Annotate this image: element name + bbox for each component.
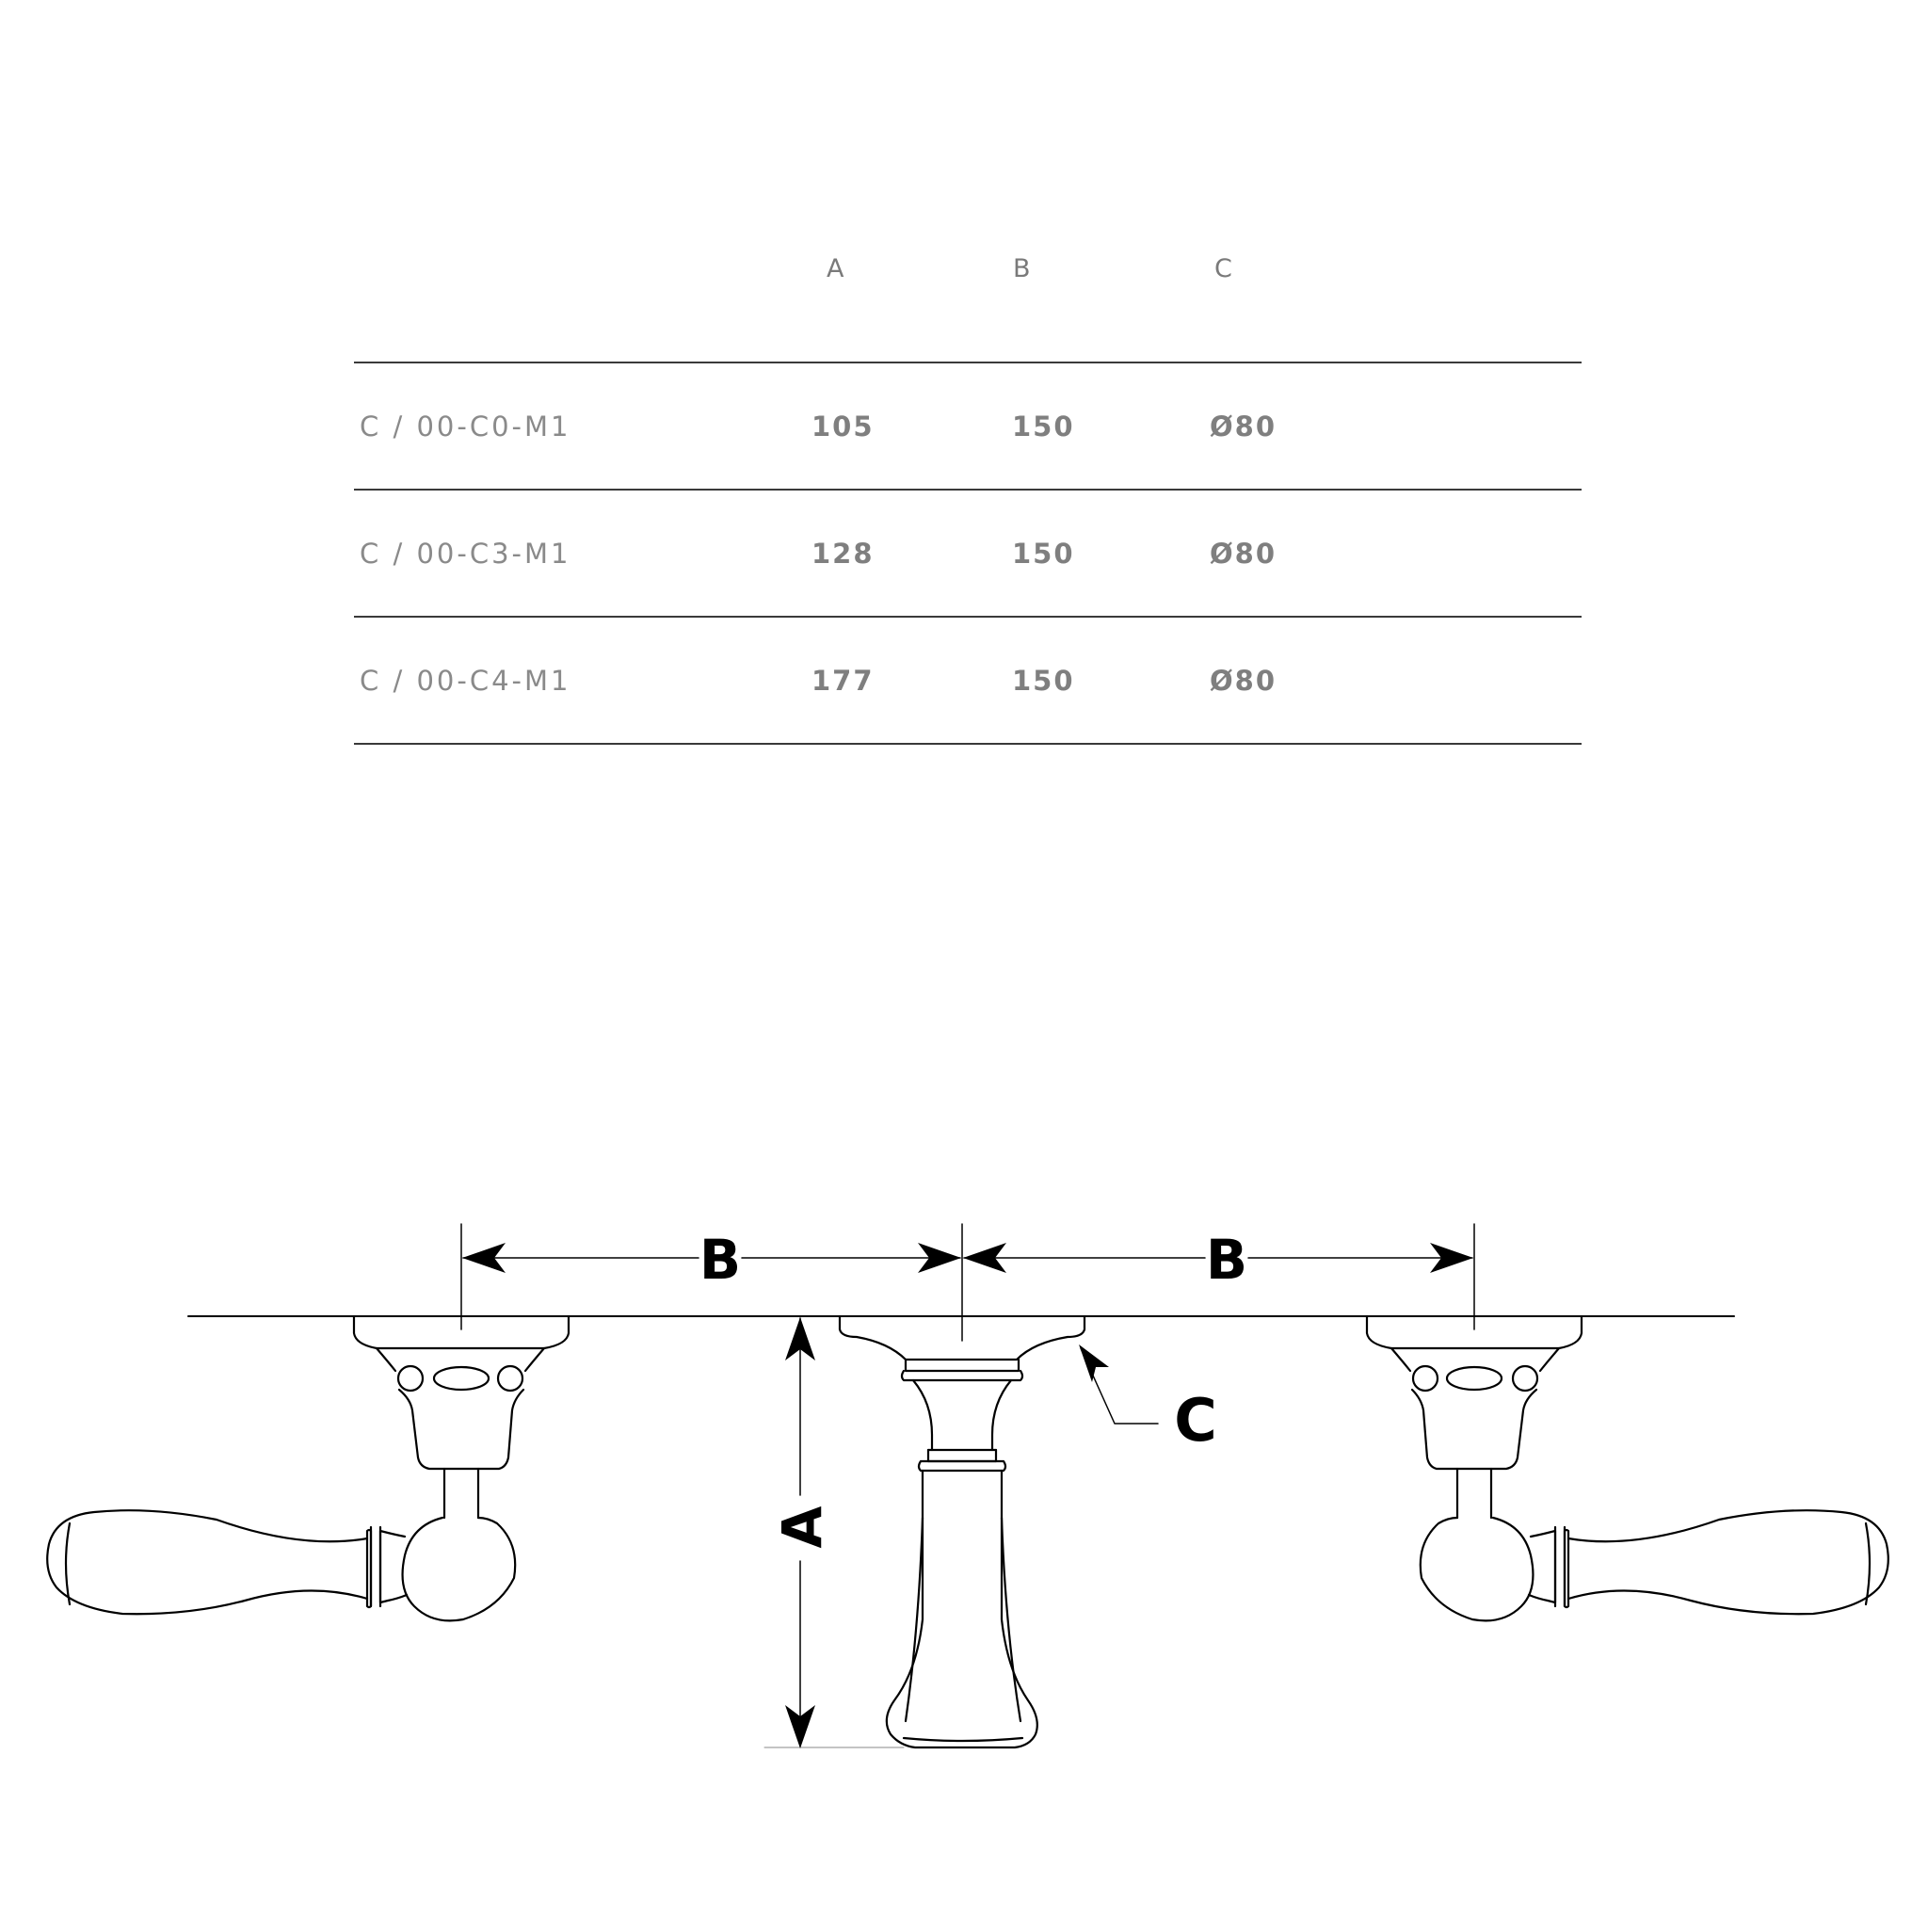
column-header-a: A — [827, 254, 846, 283]
label-c: C — [1174, 1386, 1217, 1455]
left-valve — [47, 1316, 569, 1620]
model-code: C / 00-C3-M1 — [360, 538, 571, 570]
model-code: C / 00-C0-M1 — [360, 411, 571, 443]
value-a: 177 — [811, 665, 875, 697]
label-b-left: B — [699, 1228, 742, 1292]
value-a: 105 — [811, 411, 875, 443]
value-a: 128 — [811, 538, 875, 570]
right-valve — [1367, 1316, 1888, 1620]
value-c: Ø80 — [1210, 411, 1277, 443]
center-spout — [840, 1316, 1084, 1747]
label-a: A — [770, 1505, 834, 1549]
value-b: 150 — [1012, 538, 1075, 570]
value-b: 150 — [1012, 665, 1075, 697]
value-b: 150 — [1012, 411, 1075, 443]
model-code: C / 00-C4-M1 — [360, 665, 571, 697]
value-c: Ø80 — [1210, 665, 1277, 697]
column-header-b: B — [1013, 254, 1033, 283]
label-b-right: B — [1205, 1228, 1248, 1292]
column-header-c: C — [1214, 254, 1234, 283]
value-c: Ø80 — [1210, 538, 1277, 570]
